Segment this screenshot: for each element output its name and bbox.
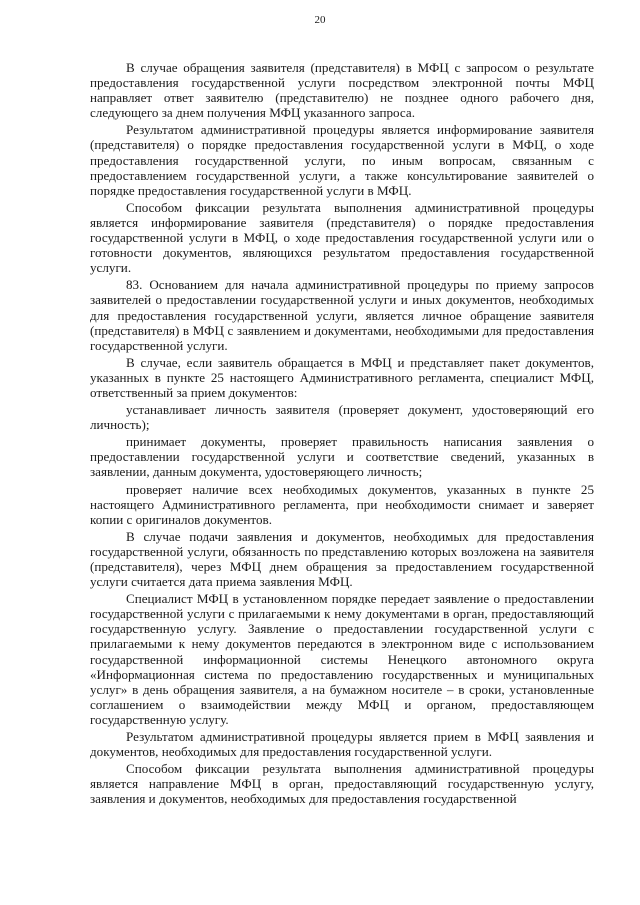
paragraph-transfer-application: Специалист МФЦ в установленном порядке передает заявление о предоставлении государственной услуги с прилагаемыми к нему документами в орган, предоставляющий государственную услугу. Заявление о предоставлении государственной услуги с прилагаемыми к нему документов передаются в электронном виде с использованием государственной информационной системы Ненецкого автономного округа «Информационная система по предоставлению государственных и муниципальных услуг» в день обращения заявителя, а на бумажном носителе – в сроки, установленные соглашением о взаимодействии между МФЦ и органом, предоставляющем государственную услугу. (90, 591, 594, 727)
paragraph-check-documents: проверяет наличие всех необходимых документов, указанных в пункте 25 настоящего Административного регламента, при необходимости снимает и заверяет копии с оригиналов документов. (90, 481, 594, 527)
paragraph-accept-documents: принимает документы, проверяет правильность написания заявления о предоставлении государственной услуги и соответствие сведений, указанных в заявлении, данным документа, удостоверяющего личность; (90, 434, 594, 480)
paragraph-document-package: В случае, если заявитель обращается в МФЦ и представляет пакет документов, указанных в пункте 25 настоящего Административного регламента, специалист МФЦ, ответственный за прием документов: (90, 354, 594, 400)
paragraph-reception-fixation: Способом фиксации результата выполнения административной процедуры является направление МФЦ в орган, предоставляющий государственную услугу, заявления и документов, необходимых для предоставления государственной (90, 761, 594, 807)
paragraph-reception-result: Результатом административной процедуры является прием в МФЦ заявления и документов, необходимых для предоставления государственной услуги. (90, 729, 594, 760)
document-body (90, 60, 594, 809)
page-number: 20 (314, 14, 326, 26)
paragraph-establish-identity: устанавливает личность заявителя (проверяет документ, удостоверяющий его личность); (90, 402, 594, 433)
paragraph-item-83: 83. Основанием для начала административной процедуры по приему запросов заявителей о предоставлении государственной услуги и иных документов, необходимых для предоставления государственной услуги, является личное обращение заявителя (представителя) в МФЦ с заявлением и документами, необходимыми для предоставления государственной услуги. (90, 277, 594, 353)
paragraph-informing-result: Результатом административной процедуры является информирование заявителя (представителя) о порядке предоставления государственной услуги в МФЦ, о ходе предоставления государственной услуги, по иным вопросам, связанным с предоставлением государственной услуги, а также консультирование заявителей о порядке предоставления государственной услуги в МФЦ. (90, 122, 594, 198)
paragraph-application-date: В случае подачи заявления и документов, необходимых для предоставления государственной услуги, обязанность по представлению которых возложена на заявителя (представителя), через МФЦ днем обращения за предоставлением государственной услуги считается дата приема заявления МФЦ. (90, 528, 594, 590)
paragraph-informing-fixation: Способом фиксации результата выполнения административной процедуры является информирование заявителя (представителя) о порядке предоставления государственной услуги в МФЦ, о ходе предоставления государственной услуги или о готовности документов, являющихся результатом предоставления государственной услуги. (90, 199, 594, 276)
paragraph-email-response: В случае обращения заявителя (представителя) в МФЦ с запросом о результате предоставления государственной услуги посредством электронной почты МФЦ направляет ответ заявителю (представителю) не позднее одного рабочего дня, следующего за днем получения МФЦ указанного запроса. (90, 60, 594, 121)
